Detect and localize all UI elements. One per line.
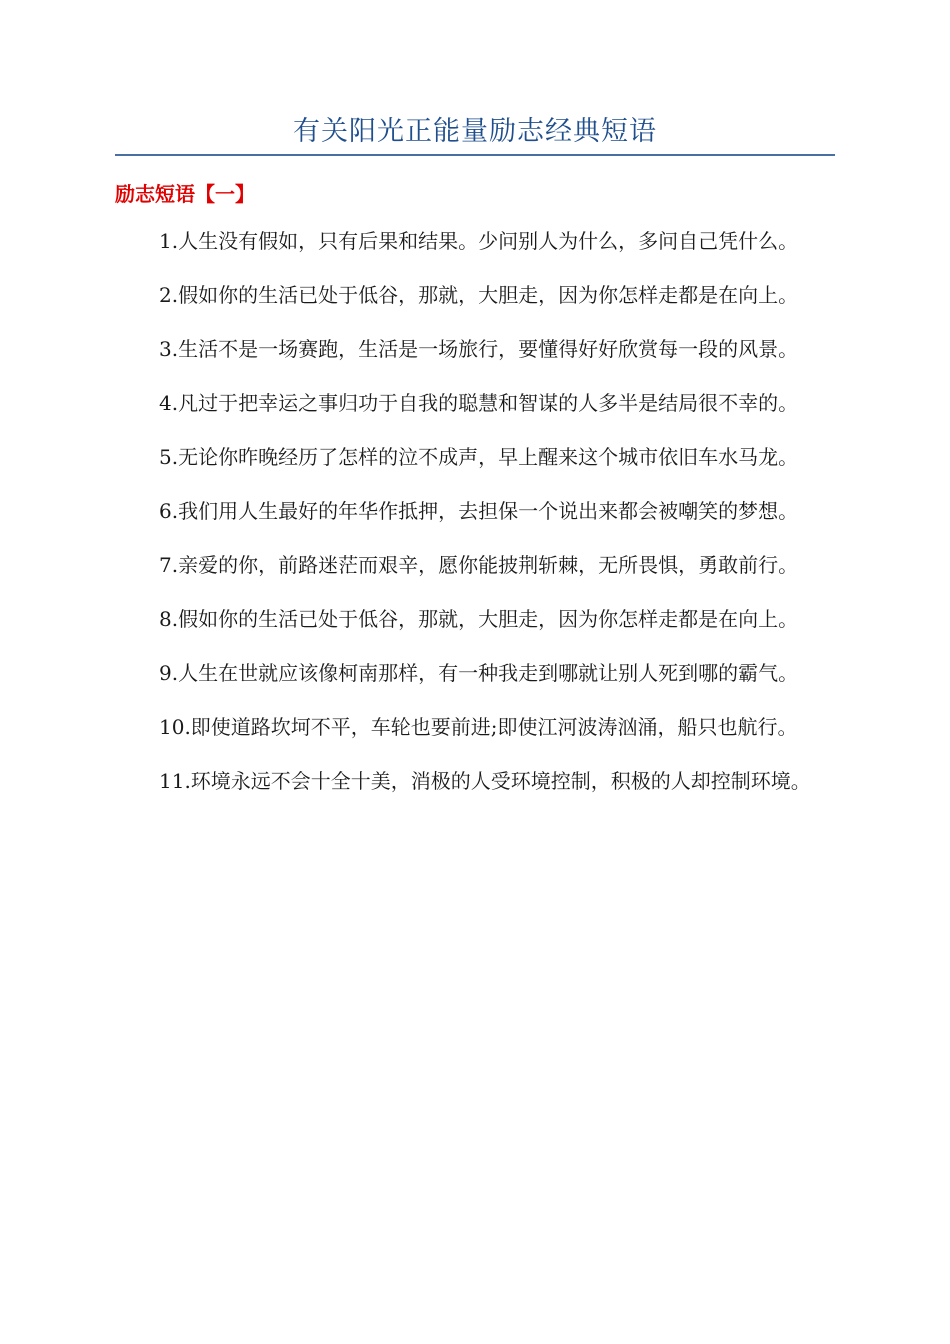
quote-item: 6.我们用人生最好的年华作抵押，去担保一个说出来都会被嘲笑的梦想。: [159, 499, 799, 523]
quote-item: 5.无论你昨晚经历了怎样的泣不成声，早上醒来这个城市依旧车水马龙。: [159, 445, 799, 469]
quote-item: 1.人生没有假如，只有后果和结果。少问别人为什么，多问自己凭什么。: [159, 229, 799, 253]
document-title: 有关阳光正能量励志经典短语: [293, 116, 657, 147]
quote-item: 8.假如你的生活已处于低谷，那就，大胆走，因为你怎样走都是在向上。: [159, 607, 799, 631]
title-underline: [115, 154, 835, 156]
quote-item: 4.凡过于把幸运之事归功于自我的聪慧和智谋的人多半是结局很不幸的。: [159, 391, 799, 415]
quote-item: 3.生活不是一场赛跑，生活是一场旅行，要懂得好好欣赏每一段的风景。: [159, 337, 799, 361]
quote-item: 10.即使道路坎坷不平，车轮也要前进;即使江河波涛汹涌，船只也航行。: [159, 715, 798, 739]
quote-list: [115, 222, 833, 816]
quote-item: 7.亲爱的你，前路迷茫而艰辛，愿你能披荆斩棘，无所畏惧，勇敢前行。: [159, 553, 799, 577]
section-heading: 励志短语【一】: [115, 182, 255, 206]
quote-item: 11.环境永远不会十全十美，消极的人受环境控制，积极的人却控制环境。: [159, 769, 811, 793]
quote-item: 2.假如你的生活已处于低谷，那就，大胆走，因为你怎样走都是在向上。: [159, 283, 799, 307]
quote-item: 9.人生在世就应该像柯南那样，有一种我走到哪就让别人死到哪的霸气。: [159, 661, 799, 685]
